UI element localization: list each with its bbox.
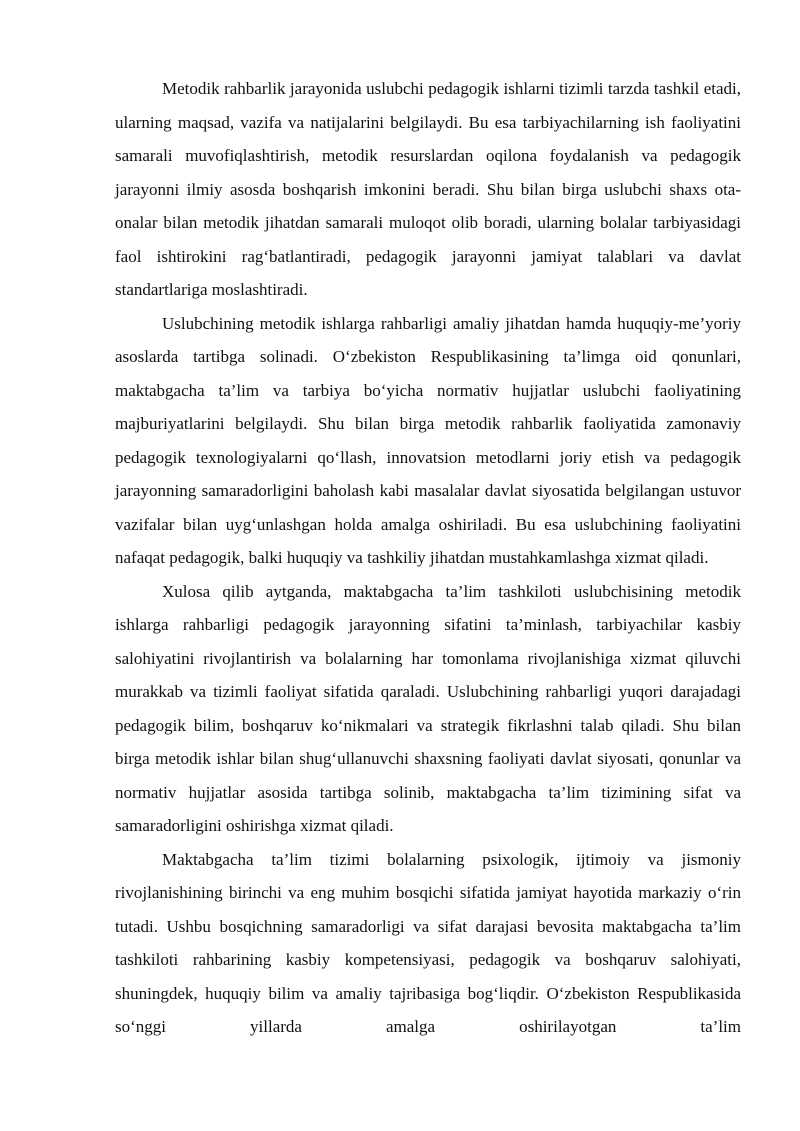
paragraph-maktabgacha-talim: Maktabgacha ta’lim tizimi bolalarning psixologik, ijtimoiy va jismoniy rivojlanishining birinchi va eng muhim bosqichi sifatida jamiyat hayotida markaziy o‘rin tutadi. Ushbu bosqichning samaradorligi va sifat darajasi bevosita maktabgacha ta’lim tashkiloti rahbarining kasbiy kompetensiyasi, pedagogik va boshqaruv salohiyati, shuningdek, huquqiy bilim va amaliy tajribasiga bog‘liqdir. O‘zbekiston Respublikasida so‘nggi yillarda amalga oshirilayotgan ta’lim — [115, 849, 741, 1036]
paragraph-metodik-rahbarlik: Metodik rahbarlik jarayonida uslubchi pedagogik ishlarni tizimli tarzda tashkil etadi, ularning maqsad, vazifa va natijalarini belgilaydi. Bu esa tarbiyachilarning ish faoliyatini samarali muvofiqlashtirish, metodik resurslardan oqilona foydalanish va pedagogik jarayonni ilmiy asosda boshqarish imkonini beradi. Shu bilan birga uslubchi shaxs ota-onalar bilan metodik jihatdan samarali muloqot olib boradi, ularning bolalar tarbiyasidagi faol ishtirokini rag‘batlantiradi, pedagogik jarayonni jamiyat talablari va davlat standartlariga moslashtiradi. — [115, 79, 741, 299]
document-page — [115, 72, 741, 1044]
paragraph-xulosa: Xulosa qilib aytganda, maktabgacha ta’lim tashkiloti uslubchisining metodik ishlarga rahbarligi pedagogik jarayonning sifatini ta’minlash, tarbiyachilar kasbiy salohiyatini rivojlantirish va bolalarning har tomonlama rivojlanishiga xizmat qiluvchi murakkab va tizimli faoliyat sifatida qaraladi. Uslubchining rahbarligi yuqori darajadagi pedagogik bilim, boshqaruv ko‘nikmalari va strategik fikrlashni talab qiladi. Shu bilan birga metodik ishlar bilan shug‘ullanuvchi shaxsning faoliyati davlat siyosati, qonunlar va normativ hujjatlar asosida tartibga solinib, maktabgacha ta’lim tizimining sifat va samaradorligini oshirishga xizmat qiladi. — [115, 581, 741, 835]
paragraph-uslubchi-rahbarligi: Uslubchining metodik ishlarga rahbarligi amaliy jihatdan hamda huquqiy-me’yoriy asoslarda tartibga solinadi. O‘zbekiston Respublikasining ta’limga oid qonunlari, maktabgacha ta’lim va tarbiya bo‘yicha normativ hujjatlar uslubchi faoliyatining majburiyatlarini belgilaydi. Shu bilan birga metodik rahbarlik faoliyatida zamonaviy pedagogik texnologiyalarni qo‘llash, innovatsion metodlarni joriy etish va pedagogik jarayonning samaradorligini baholash kabi masalalar davlat siyosatida belgilangan ustuvor vazifalar bilan uyg‘unlashgan holda amalga oshiriladi. Bu esa uslubchining faoliyatini nafaqat pedagogik, balki huquqiy va tashkiliy jihatdan mustahkamlashga xizmat qiladi. — [115, 313, 741, 567]
